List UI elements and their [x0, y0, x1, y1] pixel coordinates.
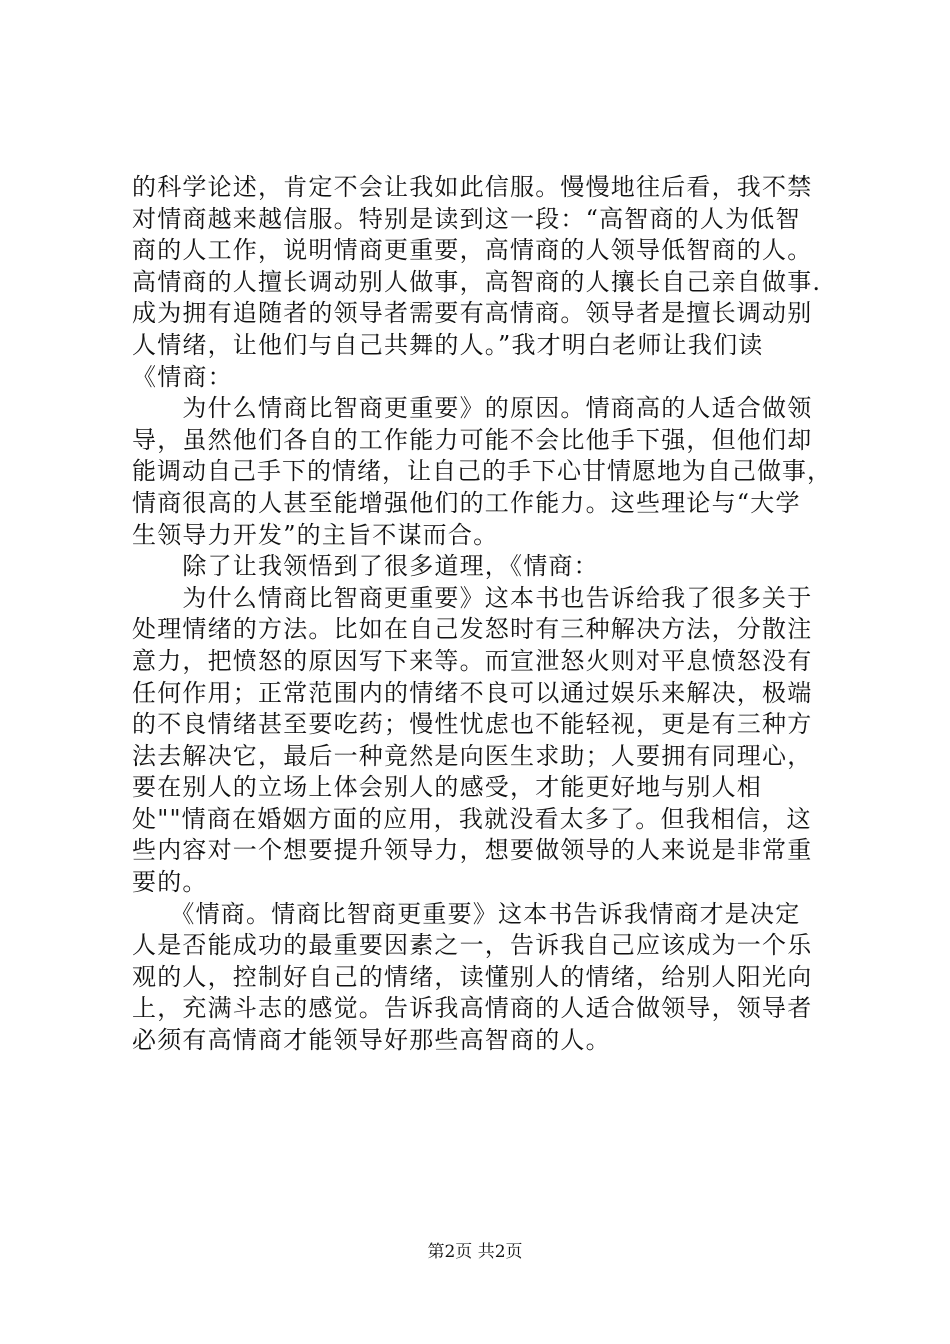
- text-line: 对情商越来越信服。特别是读到这一段：“高智商的人为低智: [132, 204, 801, 233]
- text-line: 要的。: [132, 868, 208, 897]
- text-line: 成为拥有追随者的领导者需要有高情商。领导者是擅长调动别: [132, 299, 813, 328]
- text-line: 高情商的人擅长调动别人做事，高智商的人攘长自己亲自做事.: [132, 267, 822, 296]
- text-line: 处""情商在婚姻方面的应用，我就没看太多了。但我相信，这: [132, 804, 812, 833]
- text-line: 能调动自己手下的情绪，让自己的手下心甘情愿地为自己做事，: [132, 457, 832, 486]
- text-line: 为什么情商比智商更重要》这本书也告诉给我了很多关于: [132, 583, 813, 612]
- body-text: [132, 172, 832, 1057]
- text-line: 情商很高的人甚至能增强他们的工作能力。这些理论与“大学: [132, 488, 801, 517]
- text-line: 的科学论述，肯定不会让我如此信服。慢慢地往后看，我不禁: [132, 173, 813, 201]
- text-line: 除了让我领悟到了很多道理，《情商：: [132, 552, 599, 581]
- text-line: 意力，把愤怒的原因写下来等。而宣泄怒火则对平息愤怒没有: [132, 646, 813, 675]
- text-line: 处理情绪的方法。比如在自己发怒时有三种解决方法，分散注: [132, 615, 813, 644]
- text-line: 必须有高情商才能领导好那些高智商的人。: [132, 1026, 611, 1055]
- text-line: 要在别人的立场上体会别人的感受，才能更好地与别人相: [132, 773, 762, 802]
- text-line: 任何作用；正常范围内的情绪不良可以通过娱乐来解决，极端: [132, 678, 813, 707]
- text-line: 为什么情商比智商更重要》的原因。情商高的人适合做领: [132, 394, 813, 423]
- text-line: 些内容对一个想要提升领导力，想要做领导的人来说是非常重: [132, 836, 813, 865]
- text-line: 的不良情绪甚至要吃药；慢性忧虑也不能轻视，更是有三种方: [132, 710, 813, 739]
- text-line: 《情商：: [132, 362, 233, 391]
- text-line: 导，虽然他们各自的工作能力可能不会比他手下强，但他们却: [132, 425, 813, 454]
- text-line: 法去解决它，最后一种竟然是向医生求助；人要拥有同理心，: [132, 741, 813, 770]
- text-line: 《情商。情商比智商更重要》这本书告诉我情商才是决定: [132, 899, 801, 928]
- text-line: 人情绪，让他们与自己共舞的人。”我才明白老师让我们读: [132, 330, 764, 359]
- text-line: 人是否能成功的最重要因素之一，告诉我自己应该成为一个乐: [132, 931, 813, 960]
- text-line: 观的人，控制好自己的情绪，读懂别人的情绪，给别人阳光向: [132, 962, 813, 991]
- text-line: 上，充满斗志的感觉。告诉我高情商的人适合做领导，领导者: [132, 994, 813, 1023]
- text-line: 商的人工作，说明情商更重要，高情商的人领导低智商的人。: [132, 236, 813, 265]
- text-line: 生领导力开发”的主旨不谋而合。: [132, 520, 499, 549]
- page-number-footer: 第2页 共2页: [427, 1242, 523, 1262]
